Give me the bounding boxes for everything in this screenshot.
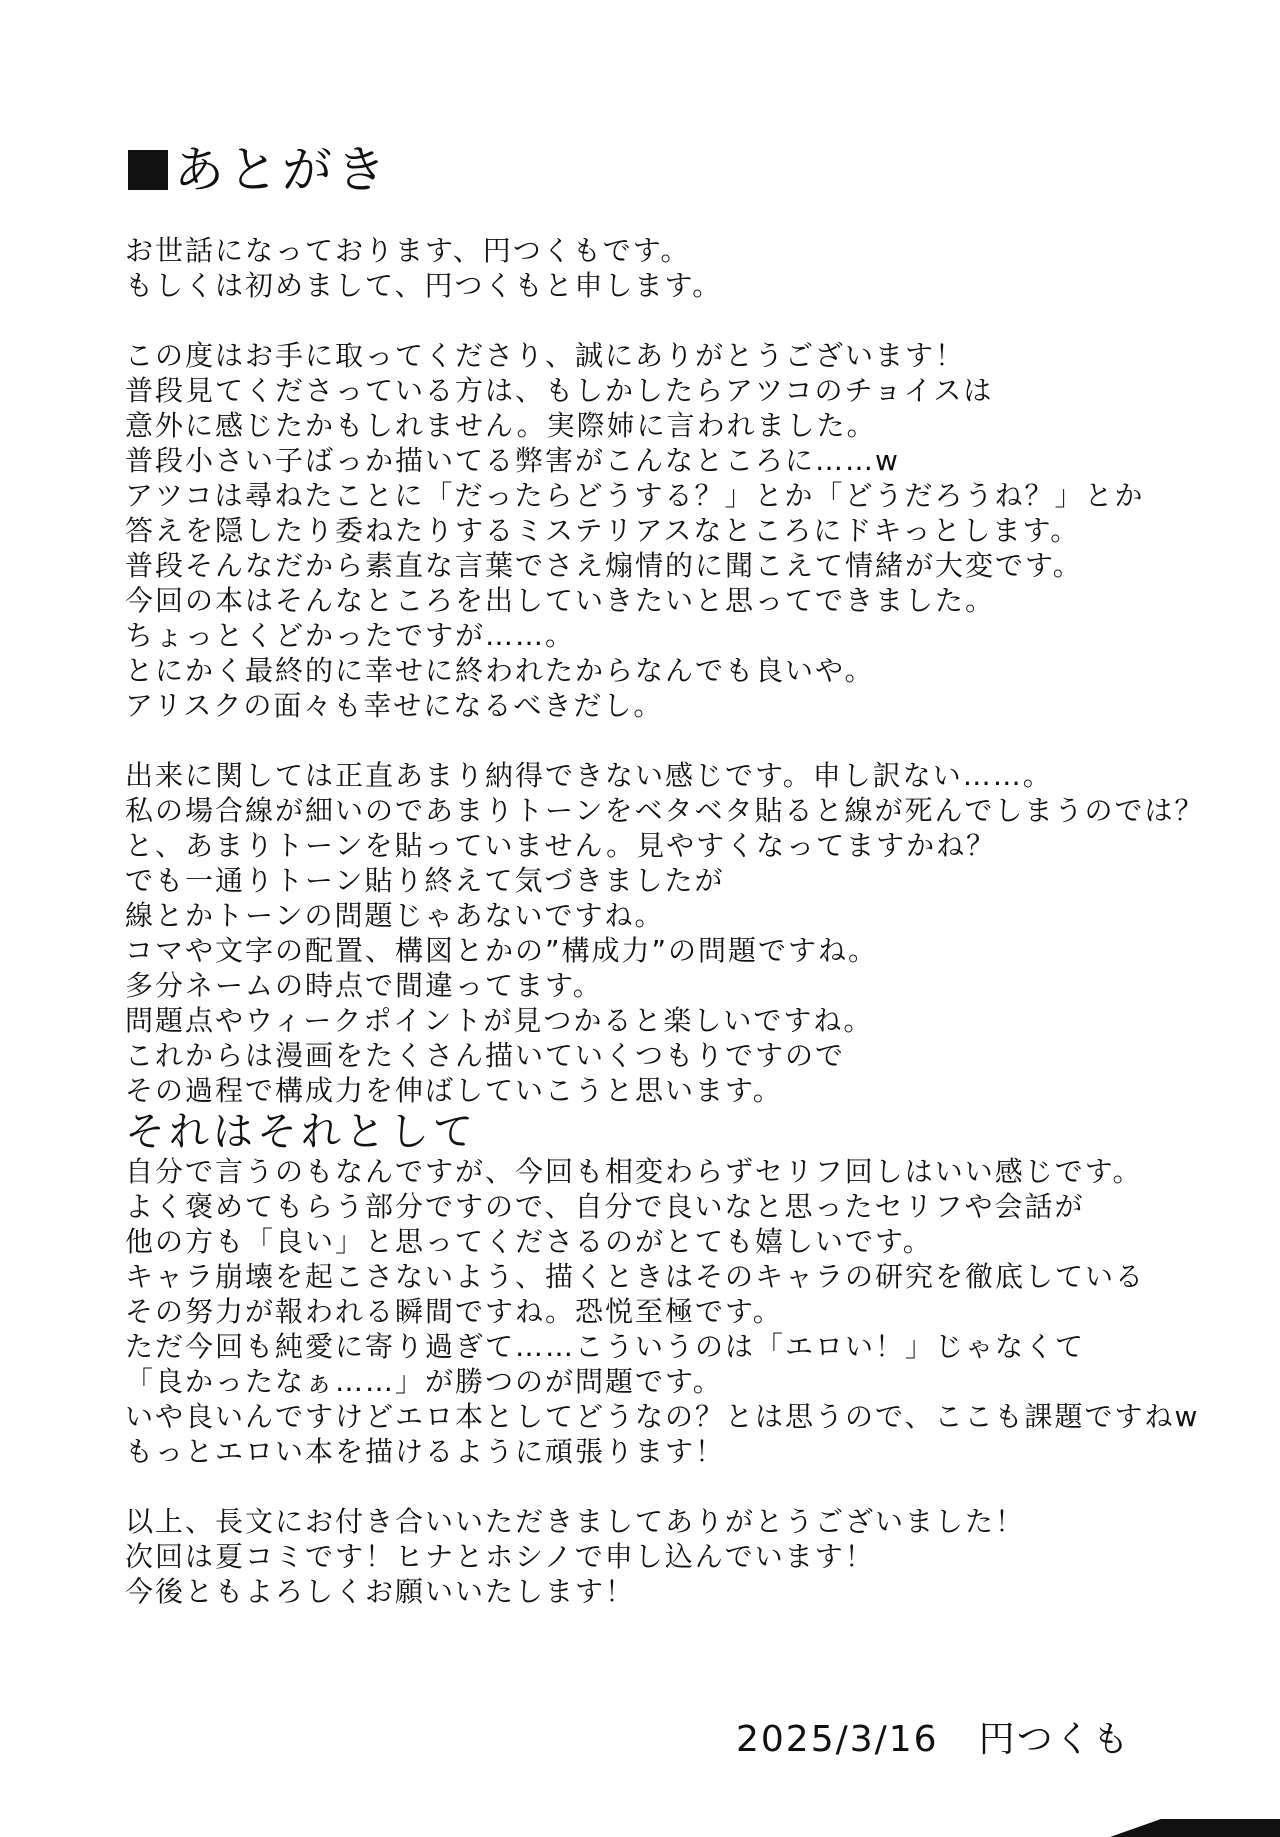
signature-author: 円つくも — [978, 1719, 1131, 1760]
text-line: 多分ネームの時点で間違ってます。 — [125, 969, 603, 1002]
text-line: ちょっとくどかったですが……。 — [125, 619, 576, 652]
black-square-icon — [128, 150, 168, 190]
text-line: でも一通りトーン貼り終えて気づきましたが — [125, 864, 725, 897]
text-line: 今後ともよろしくお願いいたします！ — [125, 1575, 636, 1608]
text-line: いや良いんですけどエロ本としてどうなの？とは思うので、ここも課題ですねw — [125, 1400, 1200, 1433]
text-line: その努力が報われる瞬間ですね。恐悦至極です。 — [125, 1295, 783, 1328]
text-line: 以上、長文にお付き合いいただきましてありがとうございました！ — [125, 1505, 1026, 1538]
text-line: 普段見てくださっている方は、もしかしたらアツコのチョイスは — [125, 374, 994, 407]
paragraph-spacer — [125, 723, 1225, 758]
text-line: お世話になっております、円つくもです。 — [125, 234, 691, 267]
text-line: この度はお手に取ってくださり、誠にありがとうございます！ — [125, 339, 966, 372]
text-line: 自分で言うのもなんですが、今回も相変わらずセリフ回しはいい感じです。 — [125, 1155, 1143, 1188]
text-line: 「良かったなぁ……」が勝つのが問題です。 — [125, 1365, 723, 1398]
page-corner-mark — [1110, 1819, 1280, 1837]
signature — [736, 1718, 1131, 1762]
text-line: その過程で構成力を伸ばしていこうと思います。 — [125, 1074, 783, 1107]
afterword-body — [125, 233, 1225, 1609]
text-line: 私の場合線が細いのであまりトーンをベタベタ貼ると線が死んでしまうのでは？ — [125, 794, 1205, 827]
text-line: よく褒めてもらう部分ですので、自分で良いなと思ったセリフや会話が — [125, 1190, 1085, 1223]
text-line: ただ今回も純愛に寄り過ぎて……こういうのは「エロい！」じゃなくて — [125, 1330, 1086, 1363]
signature-date: 2025/3/16 — [736, 1719, 939, 1760]
text-line: アツコは尋ねたことに「だったらどうする？」とか「どうだろうね？」とか — [125, 479, 1145, 512]
page-title — [128, 140, 390, 200]
page-title-text: あとがき — [174, 141, 390, 199]
text-line: 意外に感じたかもしれません。実際姉に言われました。 — [125, 409, 877, 442]
paragraph-spacer — [125, 303, 1225, 338]
text-line: 他の方も「良い」と思ってくださるのがとても嬉しいです。 — [125, 1225, 933, 1258]
text-line: 今回の本はそんなところを出していきたいと思ってできました。 — [125, 584, 996, 617]
text-line: コマや文字の配置、構図とかの”構成力”の問題ですね。 — [125, 934, 879, 967]
text-line: もしくは初めまして、円つくもと申します。 — [125, 269, 723, 302]
text-line: 普段小さい子ばっか描いてる弊害がこんなところに……w — [125, 444, 900, 477]
text-line: とにかく最終的に幸せに終われたからなんでも良いや。 — [125, 654, 875, 687]
text-line: 線とかトーンの問題じゃあないですね。 — [125, 899, 665, 932]
paragraph-spacer — [125, 1469, 1225, 1504]
text-line: 出来に関しては正直あまり納得できない感じです。申し訳ない……。 — [125, 759, 1053, 792]
text-line: もっとエロい本を描けるように頑張ります！ — [125, 1435, 726, 1468]
text-line: 普段そんなだから素直な言葉でさえ煽情的に聞こえて情緒が大変です。 — [125, 549, 1083, 582]
text-line: 問題点やウィークポイントが見つかると楽しいですね。 — [125, 1004, 874, 1037]
text-line: と、あまりトーンを貼っていません。見やすくなってますかね？ — [125, 829, 997, 862]
text-line: 答えを隠したり委ねたりするミステリアスなところにドキっとします。 — [125, 514, 1081, 547]
text-line: 次回は夏コミです！ヒナとホシノで申し込んでいます！ — [125, 1540, 875, 1573]
text-line: キャラ崩壊を起こさないよう、描くときはそのキャラの研究を徹底している — [125, 1260, 1146, 1293]
text-line: これからは漫画をたくさん描いていくつもりですので — [125, 1039, 846, 1072]
text-line: アリスクの面々も幸せになるべきだし。 — [125, 689, 664, 722]
section-heading: それはそれとして — [125, 1109, 477, 1155]
